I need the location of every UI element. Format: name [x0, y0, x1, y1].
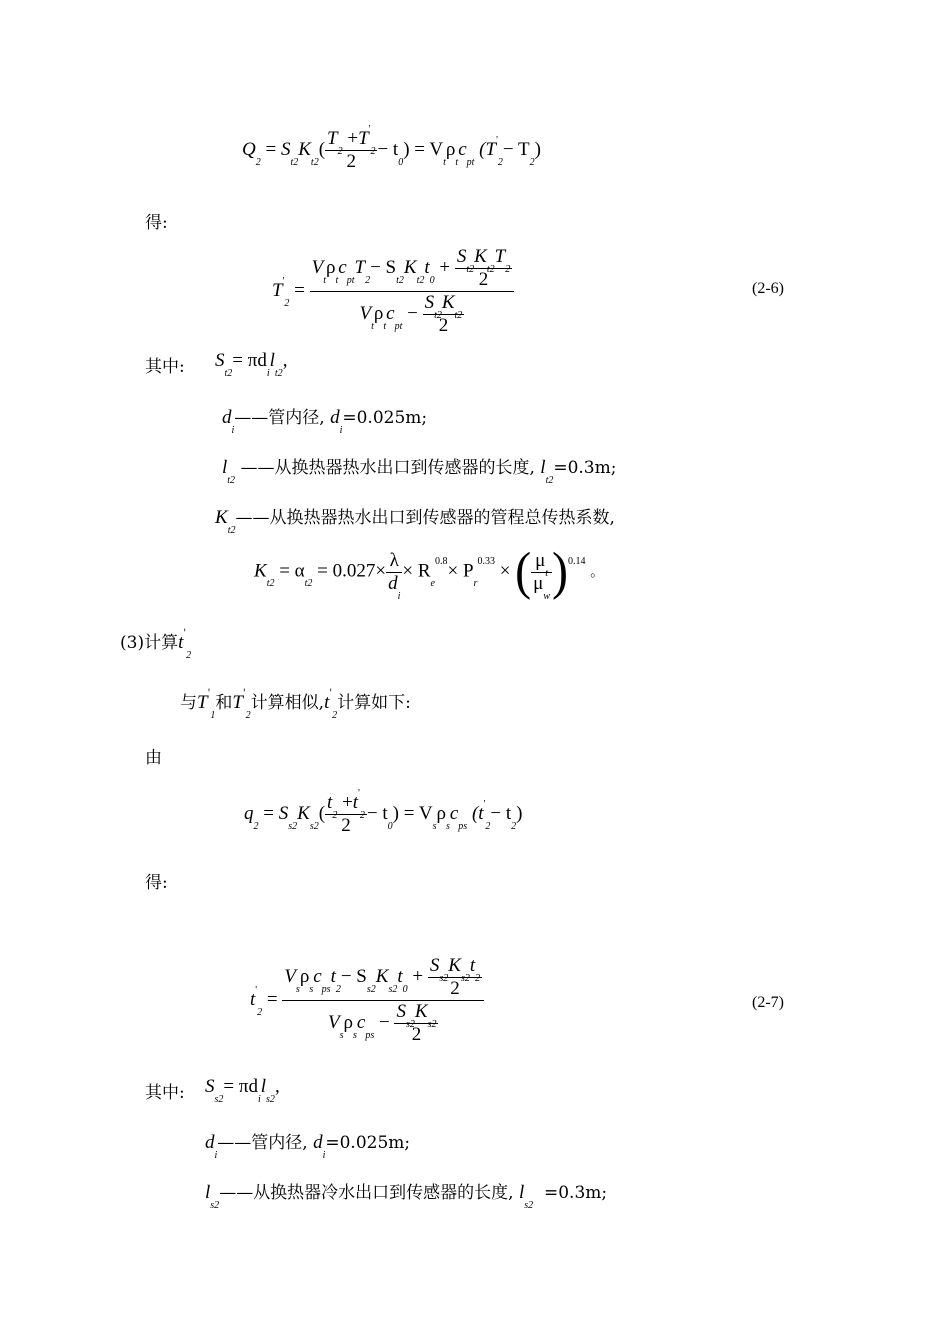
definition-st2: $S_{t2}= \pi d_il_{t2}$, [215, 350, 288, 379]
label-you: 由 [145, 748, 162, 768]
equation-kt2: $K_{t2} = \alpha_{t2} = 0.027\times$ $\frac{\lambda}{d_i}$ × $R_e^{0.8}\times P_r^{0.33}$ × ( $\frac{\mu_t}{\mu_w}$ )$^{0.14}$ 。 [254, 542, 605, 602]
where-label: 其中: [145, 357, 185, 377]
equation-q2: $Q_2 = S_{t2}K_{t2}$( $\frac{T_2 +T'_2}{2}$ − $t_0) = V_t\rho_tc_{pt}$ $(T'_2- T_2)$ [242, 124, 541, 172]
definition-di: $d_i——$管内径, $d_i=0.025m$; [222, 407, 428, 436]
equation-number: (2-6) [752, 280, 784, 297]
equation-t2-prime-cold: $t'_2$ = $V_s\rho_sc_{ps}t_2- S_{s2}K_{s2}t_0$ + $\frac{S_{s2}K_{s2}t_2}{2}$ $V_s\rho_sc_{ps}$ − $\frac{S_{s2}K_{s2}}{2}$ [250, 955, 484, 1046]
definition-kt2: $K_{t2}——$从换热器热水出口到传感器的管程总传热系数, [215, 507, 615, 536]
equation-number-2: (2-7) [752, 994, 784, 1011]
definition-di-2: $d_i——$管内径, $d_i=0.025m$; [205, 1132, 411, 1161]
where-label-2: 其中: [145, 1083, 185, 1103]
definition-ls2: $l_{s2}——$从换热器冷水出口到传感器的长度, $l_{s2} =0.3m$; [205, 1182, 608, 1211]
equation-q2-cold: $q_2 = S_{s2}K_{s2}$( $\frac{t_2 +t'_2}{2}$ − $t_0) = V_s\rho_sc_{ps}$ $(t'_2- t_2)$ [244, 788, 523, 836]
definition-lt2: $l_{t2}$ ——从换热器热水出口到传感器的长度, $l_{t2}=0.3m$; [222, 457, 617, 486]
definition-ss2: $S_{s2}= \pi d_il_{s2}$, [205, 1076, 280, 1105]
label-de: 得: [145, 213, 168, 233]
equation-t2-prime: $T'_2$ = $V_t\rho_tc_{pt}T_2- S_{t2}K_{t2}t_0$ + $\frac{S_{t2}K_{t2}T_2}{2}$ $V_t\rho_tc_{pt}$ − $\frac{S_{t2}K_{t2}}{2}$ [272, 246, 514, 337]
section-heading-3: (3)计算$t'_2$ [120, 628, 192, 661]
label-de-2: 得: [145, 873, 168, 893]
similar-sentence: 与$T'_1$和$T'_2$计算相似$,t'_2$计算如下: [180, 688, 411, 721]
